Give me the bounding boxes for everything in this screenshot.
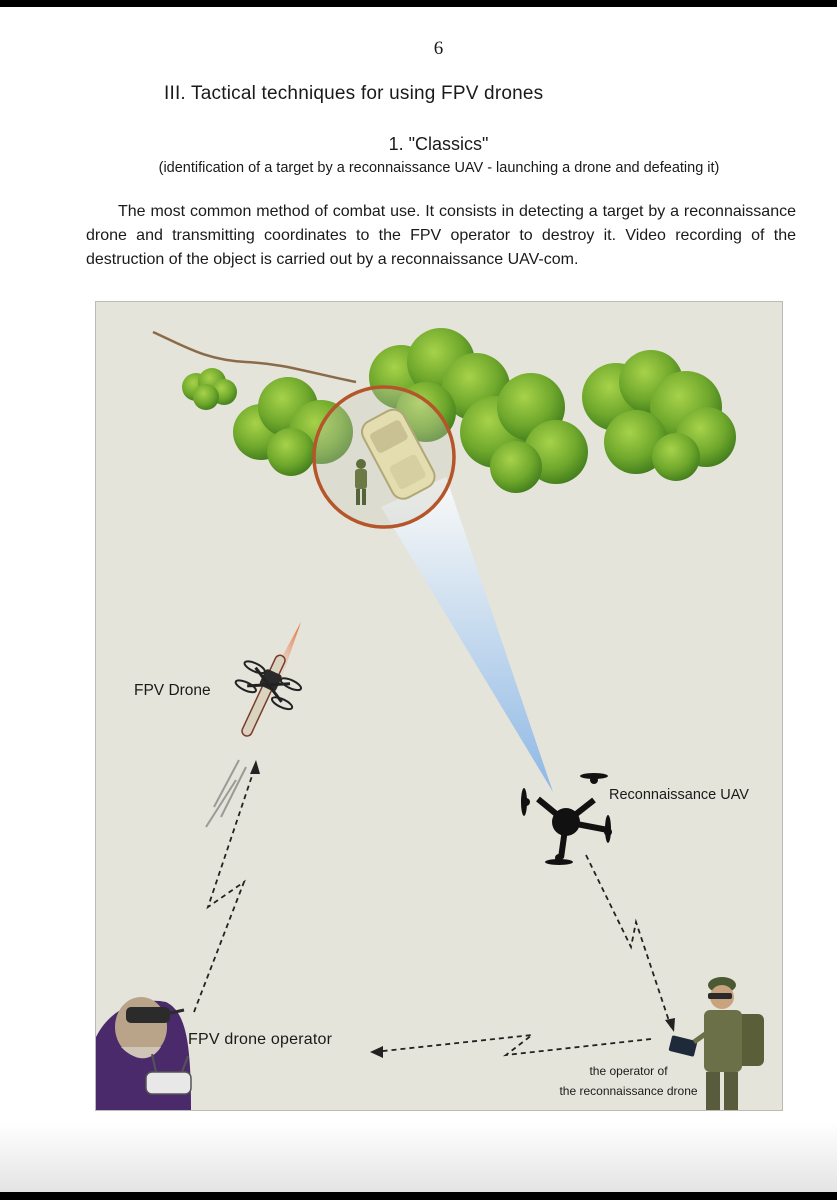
label-recon-operator [536,1061,721,1101]
tree-icon [182,368,237,410]
diagram-canvas [96,302,782,1110]
label-recon-operator-line2: the reconnaissance drone [559,1084,698,1098]
body-paragraph: The most common method of combat use. It consists in detecting a target by a reconnaissance drone and transmitting coordinates to the FPV operator to destroy it. Video recording of the destruction of the object is carried out by a reconnaissance UAV-com. [86,203,796,268]
body-text [86,200,796,272]
page-number: 6 [433,38,444,59]
link-operator-to-fpv [194,764,256,1012]
tree-canopy [233,328,736,493]
label-fpv-drone: FPV Drone [134,682,211,699]
quadcopter-icon [521,773,612,865]
bottom-border [0,1192,837,1200]
subsection-title: 1. "Classics" [388,134,489,154]
comm-links [194,764,671,1055]
bottom-shade [0,1122,837,1192]
link-uav-to-recon-operator [586,855,671,1027]
fpv-drone-icon [217,643,310,749]
subsection-note: (identification of a target by a reconnaissance UAV - launching a drone and defeating it) [158,160,720,176]
fpv-operator-icon [96,997,191,1110]
link-recon-operator-to-fpv-operator [374,1035,651,1055]
label-recon-uav: Reconnaissance UAV [609,787,749,803]
tactical-diagram [95,301,783,1111]
motion-lines [206,760,246,827]
section-title: III. Tactical techniques for using FPV drones [164,83,544,104]
road-line [153,332,356,382]
link-arrowheads [250,760,675,1058]
label-fpv-operator: FPV drone operator [188,1031,333,1048]
label-recon-operator-line1: the operator of [589,1064,668,1078]
top-border [0,0,837,7]
